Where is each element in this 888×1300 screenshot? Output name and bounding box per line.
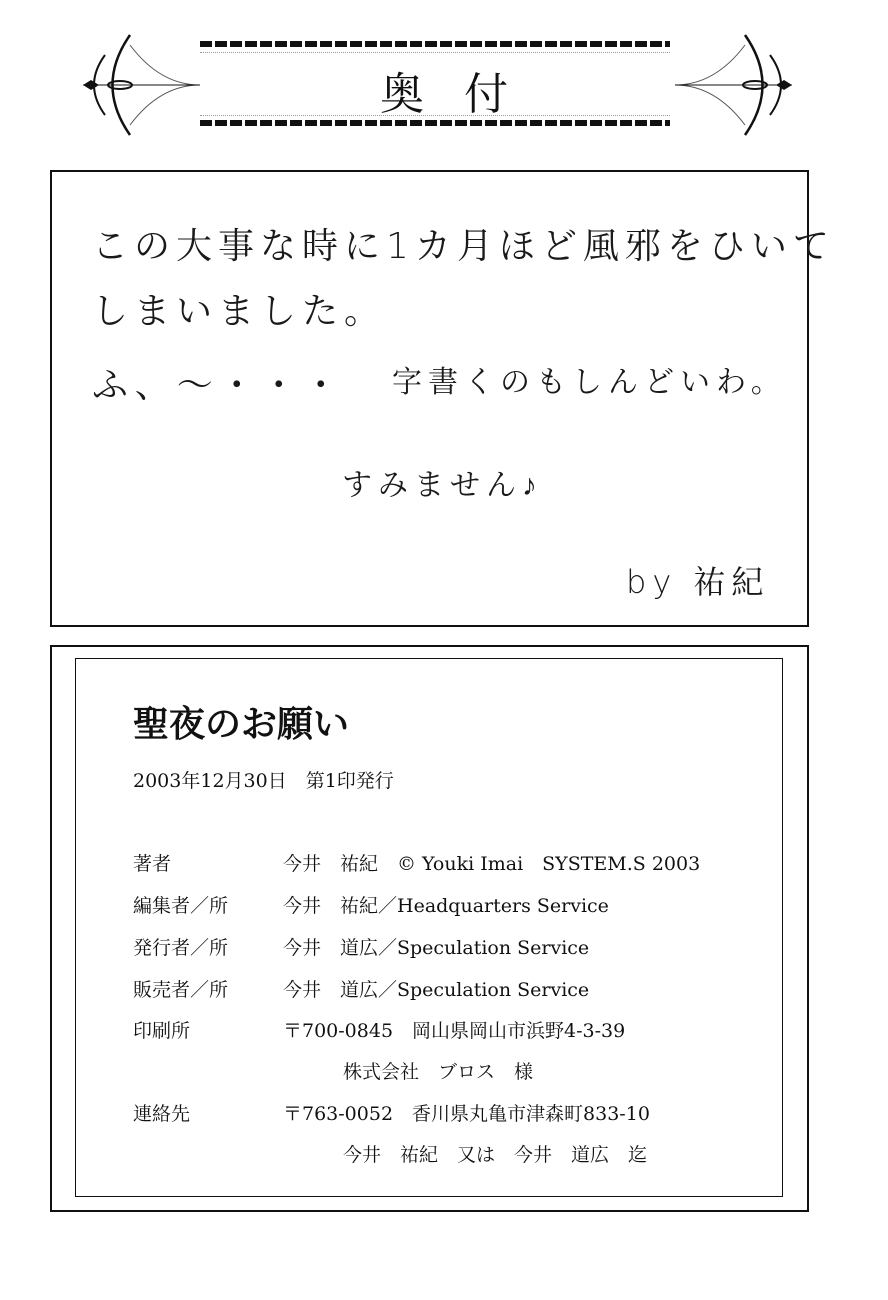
row-value-editor: 今井 祐紀／Headquarters Service (283, 895, 609, 917)
row-value-author: 今井 祐紀 © Youki Imai SYSTEM.S 2003 (283, 853, 701, 875)
row-value-printer-company: 株式会社 ブロス 様 (343, 1061, 534, 1083)
publication-date: 2003年12月30日 第1印発行 (133, 770, 394, 792)
page-title: 奥付 (380, 69, 548, 120)
message-line-4: 字書くのもしんどいわ。 (392, 365, 787, 400)
row-value-publisher: 今井 道広／Speculation Service (283, 937, 590, 959)
row-label-seller: 販売者／所 (133, 979, 229, 1001)
message-line-2: しまいました。 (92, 291, 387, 332)
book-title: 聖夜のお願い (133, 704, 350, 745)
row-label-publisher: 発行者／所 (133, 937, 229, 959)
row-label-author: 著者 (133, 853, 172, 875)
row-label-contact: 連絡先 (133, 1103, 191, 1125)
row-value-contact: 〒763-0052 香川県丸亀市津森町833-10 (283, 1103, 650, 1125)
ornament-right-icon (670, 30, 800, 140)
row-value-contact-names: 今井 祐紀 又は 今井 道広 迄 (343, 1144, 648, 1166)
row-value-seller: 今井 道広／Speculation Service (283, 979, 590, 1001)
dashed-border-top (200, 41, 670, 47)
message-line-5: すみません♪ (342, 468, 543, 503)
message-line-3: ふ、〜・・・ (92, 365, 345, 406)
row-value-printer: 〒700-0845 岡山県岡山市浜野4-3-39 (283, 1020, 626, 1042)
signature: by 祐紀 (626, 563, 770, 601)
row-label-printer: 印刷所 (133, 1020, 191, 1042)
thin-border-top (200, 52, 670, 53)
row-label-editor: 編集者／所 (133, 895, 229, 917)
message-line-1: この大事な時に1カ月ほど風邪をひいて (92, 226, 835, 267)
